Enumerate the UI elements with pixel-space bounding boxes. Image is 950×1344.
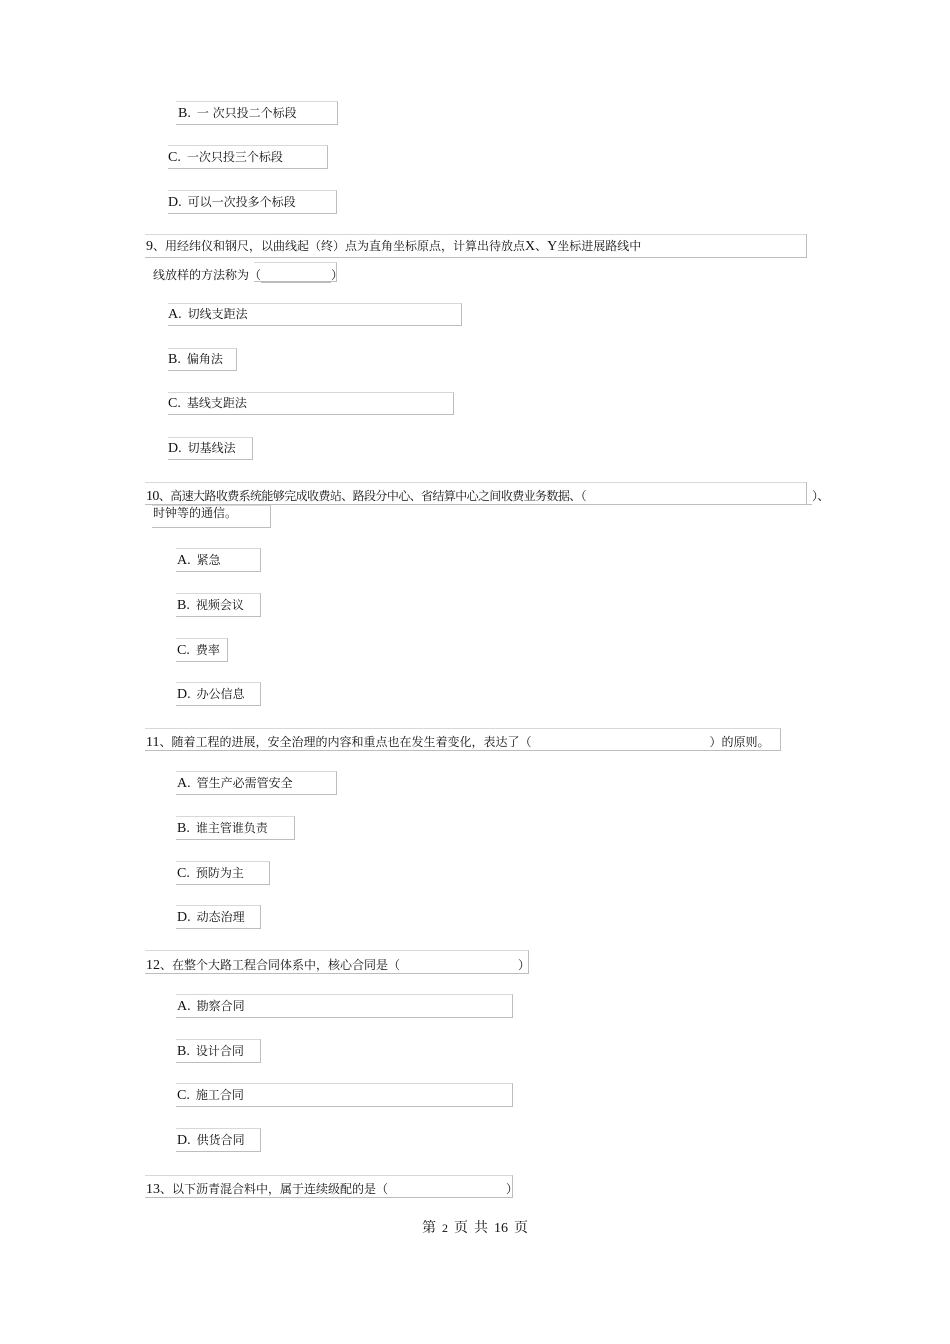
close-paren: ） <box>518 958 531 972</box>
question-text: 线放样的方法称为（ <box>153 268 262 282</box>
option-text: 一 次只投二个标段 <box>196 106 297 120</box>
separator: 、 <box>535 239 548 253</box>
question-text: 、在整个大路工程合同体系中，核心合同是（ <box>160 958 401 972</box>
option-q11-c[interactable] <box>177 865 244 882</box>
option-q11-d[interactable] <box>177 909 245 926</box>
question-number: 9 <box>146 239 153 254</box>
coordinate-y: Y <box>547 239 558 254</box>
option-letter: B. <box>168 352 181 367</box>
option-q11-b[interactable] <box>177 820 268 837</box>
option-q9-b[interactable] <box>168 351 223 368</box>
option-letter: B. <box>177 821 190 836</box>
close-paren: ） <box>331 268 344 282</box>
question-text-end: 坐标进展路线中 <box>557 239 642 253</box>
footer-mid1: 页 <box>454 1221 468 1236</box>
question-text: 、以下沥青混合料中，属于连续级配的是（ <box>160 1182 389 1196</box>
option-text: 预防为主 <box>195 866 244 880</box>
question-text: 、高速大路收费系统能够完成收费站、路段分中心、省结算中心之间收费业务数据、（ <box>158 489 587 503</box>
option-letter: B. <box>178 106 191 121</box>
footer-prefix: 第 <box>422 1221 436 1236</box>
option-text: 谁主管谁负责 <box>195 821 268 835</box>
option-q11-a[interactable] <box>177 775 293 792</box>
option-q12-c[interactable] <box>177 1087 244 1104</box>
option-letter: D. <box>168 441 182 456</box>
option-letter: D. <box>177 687 191 702</box>
option-letter: C. <box>177 866 190 881</box>
option-q9-a[interactable] <box>168 306 248 323</box>
option-text: 设计合同 <box>195 1044 244 1058</box>
option-text: 基线支距法 <box>186 396 247 410</box>
option-text: 偏角法 <box>186 352 223 366</box>
option-letter: A. <box>177 776 191 791</box>
question-10-line1 <box>146 488 829 505</box>
option-q12-b[interactable] <box>177 1043 244 1060</box>
option-letter: C. <box>168 150 181 165</box>
option-text: 切基线法 <box>187 441 236 455</box>
question-9-line2 <box>153 267 343 283</box>
answer-blank[interactable] <box>261 268 331 283</box>
question-11-line1 <box>146 734 770 751</box>
option-q9-c[interactable] <box>168 395 247 412</box>
close-paren: ） <box>506 1182 519 1196</box>
option-letter: D. <box>177 910 191 925</box>
option-q12-d[interactable] <box>177 1132 245 1149</box>
question-number: 11 <box>146 735 160 750</box>
option-letter: A. <box>177 999 191 1014</box>
option-q10-a[interactable] <box>177 552 221 569</box>
question-number: 10 <box>146 489 159 504</box>
option-text: 勘察合同 <box>196 999 245 1013</box>
question-text: 时钟等的通信。 <box>153 506 238 520</box>
question-number: 13 <box>146 1182 160 1197</box>
option-text: 切线支距法 <box>187 307 248 321</box>
question-number: 12 <box>146 958 160 973</box>
option-letter: B. <box>177 598 190 613</box>
answer-blank[interactable] <box>388 1183 506 1198</box>
option-q9-d[interactable] <box>168 440 236 457</box>
footer-suffix: 页 <box>514 1221 528 1236</box>
option-text: 一次只投三个标段 <box>186 150 283 164</box>
question-12-line1 <box>146 957 530 974</box>
option-letter: C. <box>177 643 190 658</box>
answer-blank[interactable] <box>532 736 710 751</box>
option-letter: C. <box>177 1088 190 1103</box>
option-letter: A. <box>168 307 182 322</box>
option-q10-c[interactable] <box>177 642 220 659</box>
question-9-line1 <box>146 238 641 255</box>
option-q8-b[interactable] <box>178 105 297 122</box>
option-text: 管生产必需管安全 <box>196 776 293 790</box>
option-letter: A. <box>177 553 191 568</box>
option-letter: B. <box>177 1044 190 1059</box>
option-text: 紧急 <box>196 553 221 567</box>
answer-blank[interactable] <box>400 959 518 974</box>
footer-page: 2 <box>442 1221 448 1235</box>
page-footer <box>0 1217 950 1237</box>
option-letter: D. <box>168 195 182 210</box>
close-paren: ）、 <box>812 489 829 503</box>
coordinate-x: X <box>525 239 536 254</box>
footer-mid2: 共 <box>474 1221 488 1236</box>
option-q8-c[interactable] <box>168 149 283 166</box>
option-text: 视频会议 <box>195 598 244 612</box>
answer-blank[interactable] <box>586 490 812 505</box>
option-text: 可以一次投多个标段 <box>187 195 296 209</box>
option-text: 办公信息 <box>196 687 245 701</box>
option-letter: C. <box>168 396 181 411</box>
close-paren: ）的原则。 <box>709 735 770 749</box>
option-text: 费率 <box>195 643 220 657</box>
option-text: 动态治理 <box>196 910 245 924</box>
option-q8-d[interactable] <box>168 194 296 211</box>
question-10-line2 <box>153 505 237 521</box>
option-q10-d[interactable] <box>177 686 245 703</box>
option-text: 供货合同 <box>196 1133 245 1147</box>
option-letter: D. <box>177 1133 191 1148</box>
footer-total: 16 <box>494 1221 508 1236</box>
option-text: 施工合同 <box>195 1088 244 1102</box>
option-q10-b[interactable] <box>177 597 244 614</box>
question-13-line1 <box>146 1181 518 1198</box>
question-text: 、随着工程的进展，安全治理的内容和重点也在发生着变化，表达了（ <box>159 735 532 749</box>
question-text: 、用经纬仪和钢尺，以曲线起（终）点为直角坐标原点，计算出待放点 <box>153 239 526 253</box>
option-q12-a[interactable] <box>177 998 245 1015</box>
